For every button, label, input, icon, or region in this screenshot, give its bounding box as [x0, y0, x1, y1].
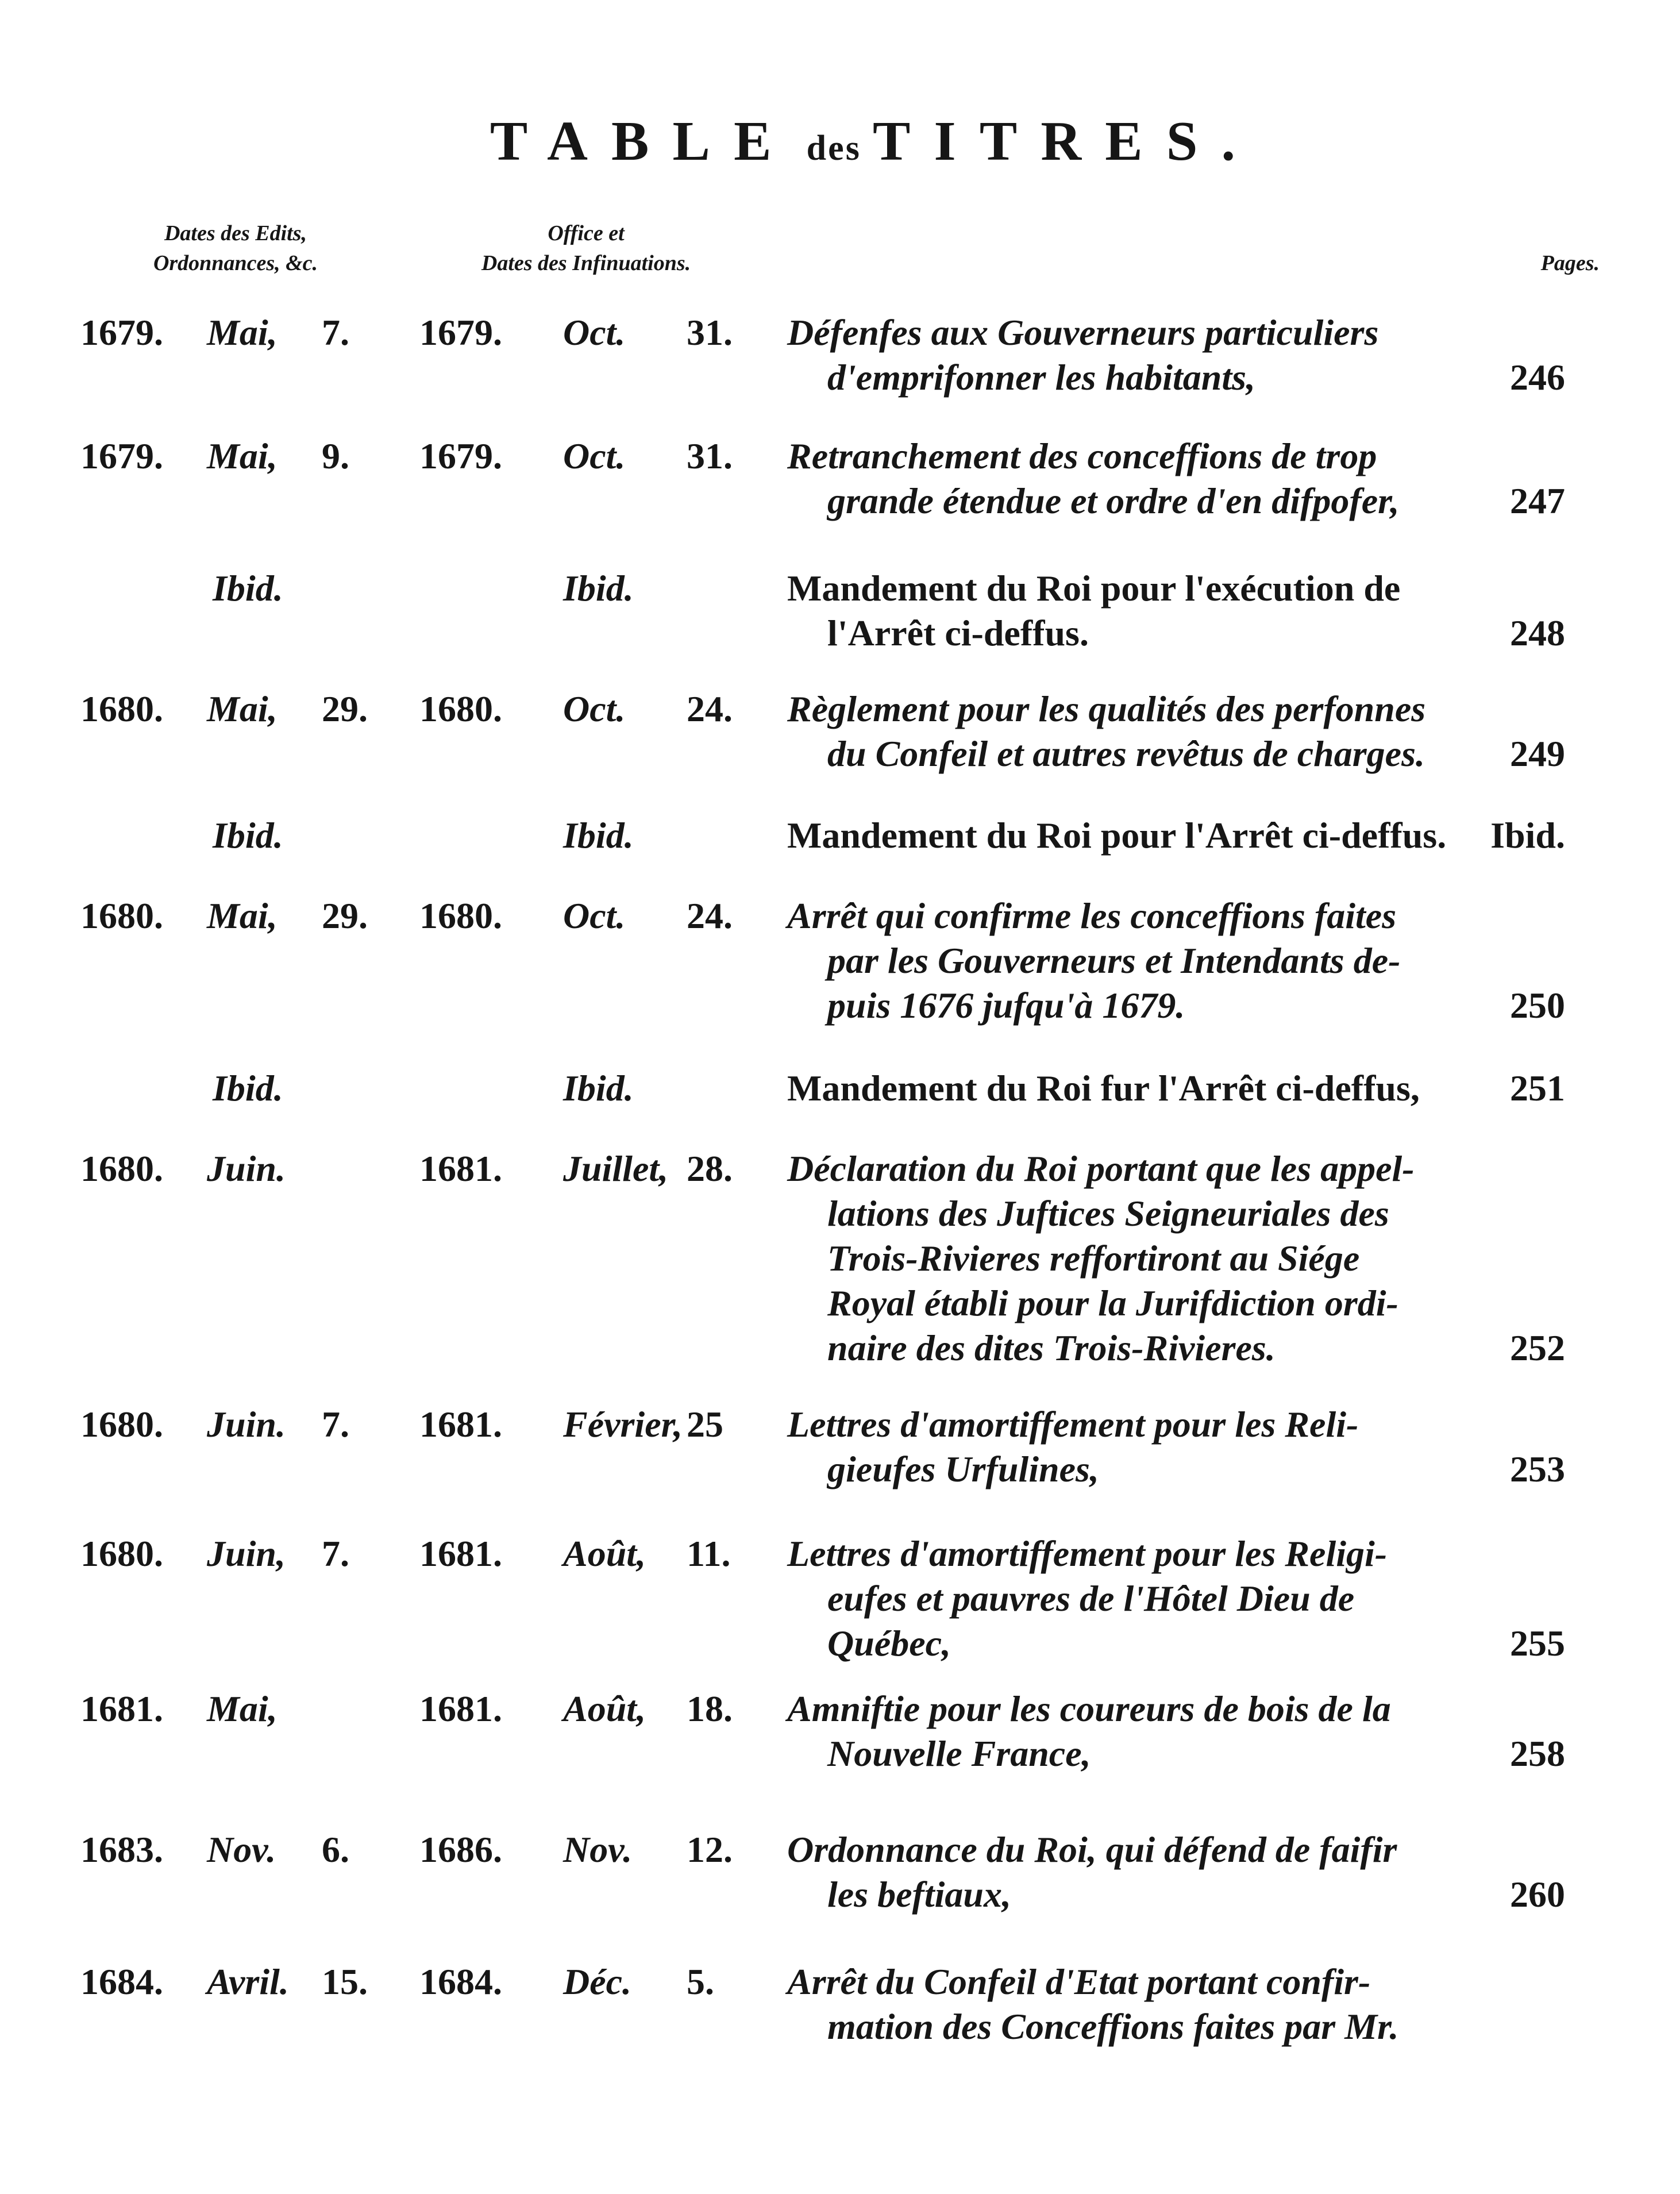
insinuation-day: 24. [687, 895, 733, 936]
header-edit-dates-line-1: Dates des Edits, [164, 221, 307, 245]
edit-day: 6. [322, 1829, 349, 1870]
insinuation-year: 1681. [419, 1688, 502, 1729]
title-description [787, 1687, 1465, 1776]
edit-date-ibid: Ibid. [213, 568, 283, 609]
edit-date-ibid: Ibid. [213, 1068, 283, 1108]
edit-day: 7. [322, 1404, 349, 1445]
insinuation-month: Août, [563, 1688, 646, 1729]
insinuation-date-ibid: Ibid. [563, 568, 634, 609]
edit-year: 1680. [80, 688, 163, 729]
page-number: 260 [1510, 1874, 1565, 1915]
edit-year: 1681. [80, 1688, 163, 1729]
title-description [787, 813, 1465, 858]
insinuation-month: Août, [563, 1533, 646, 1574]
page-number: Ibid. [1490, 815, 1565, 856]
edit-month: Juin. [207, 1148, 286, 1189]
insinuation-day: 11. [687, 1533, 731, 1574]
page-number: 253 [1510, 1449, 1565, 1489]
title-description [787, 1531, 1465, 1666]
description-line: gieufes Urfulines, [827, 1449, 1099, 1489]
header-insinuation-dates-line-2: Dates des Infinuations. [481, 251, 691, 275]
title-description [787, 687, 1465, 776]
page-title [34, 109, 1680, 174]
insinuation-year: 1680. [419, 895, 502, 936]
description-line: Lettres d'amortiffement pour les Religi- [787, 1533, 1388, 1574]
description-line: Arrêt du Confeil d'Etat portant confir- [787, 1961, 1371, 2002]
description-line: par les Gouverneurs et Intendants de- [827, 940, 1401, 981]
insinuation-date-ibid: Ibid. [563, 1068, 634, 1108]
insinuation-day: 12. [687, 1829, 733, 1870]
description-line: Royal établi pour la Jurifdiction ordi- [827, 1283, 1398, 1323]
description-line: lations des Juftices Seigneuriales des [827, 1193, 1389, 1234]
title-description [787, 1402, 1465, 1492]
page-number: 252 [1510, 1327, 1565, 1368]
edit-day: 7. [322, 312, 349, 353]
edit-year: 1684. [80, 1961, 163, 2002]
insinuation-year: 1684. [419, 1961, 502, 2002]
title-description [787, 566, 1465, 656]
insinuation-day: 31. [687, 436, 733, 476]
description-line: Mandement du Roi pour l'Arrêt ci-deffus. [787, 815, 1447, 856]
description-line: d'emprifonner les habitants, [827, 357, 1255, 398]
insinuation-year: 1680. [419, 688, 502, 729]
page-number: 251 [1510, 1068, 1565, 1108]
edit-month: Avril. [207, 1961, 289, 2002]
page-number: 246 [1510, 357, 1565, 398]
description-line: naire des dites Trois-Rivieres. [827, 1327, 1276, 1368]
title-description [787, 1827, 1465, 1917]
edit-day: 9. [322, 436, 349, 476]
edit-year: 1680. [80, 1148, 163, 1189]
title-description [787, 310, 1465, 400]
header-edit-dates [103, 218, 368, 278]
description-line: eufes et pauvres de l'Hôtel Dieu de [827, 1578, 1355, 1619]
edit-year: 1683. [80, 1829, 163, 1870]
title-description [787, 1066, 1465, 1111]
header-insinuation-dates [425, 218, 747, 278]
edit-year: 1679. [80, 312, 163, 353]
description-line: les beftiaux, [827, 1874, 1011, 1915]
description-line: mation des Conceffions faites par Mr. [827, 2006, 1399, 2047]
title-main: TABLE [490, 110, 795, 172]
edit-day: 7. [322, 1533, 349, 1574]
insinuation-month: Oct. [563, 895, 626, 936]
edit-month: Juin, [207, 1533, 286, 1574]
description-line: Trois-Rivieres reffortiront au Siége [827, 1238, 1360, 1279]
description-line: Lettres d'amortiffement pour les Reli- [787, 1404, 1359, 1445]
insinuation-month: Nov. [563, 1829, 633, 1870]
edit-month: Nov. [207, 1829, 276, 1870]
insinuation-day: 18. [687, 1688, 733, 1729]
insinuation-year: 1681. [419, 1404, 502, 1445]
insinuation-year: 1681. [419, 1148, 502, 1189]
edit-year: 1680. [80, 895, 163, 936]
page-number: 250 [1510, 985, 1565, 1026]
title-second: TITRES. [873, 110, 1259, 172]
title-description [787, 434, 1465, 524]
title-description [787, 894, 1465, 1028]
page-number: 247 [1510, 480, 1565, 521]
insinuation-year: 1679. [419, 436, 502, 476]
description-line: Québec, [827, 1623, 951, 1664]
insinuation-year: 1679. [419, 312, 502, 353]
insinuation-day: 5. [687, 1961, 714, 2002]
edit-month: Mai, [207, 688, 278, 729]
edit-month: Mai, [207, 312, 278, 353]
description-line: Nouvelle France, [827, 1733, 1091, 1774]
insinuation-month: Déc. [563, 1961, 632, 2002]
title-connector: des [806, 129, 862, 168]
description-line: grande étendue et ordre d'en difpofer, [827, 480, 1400, 521]
insinuation-year: 1686. [419, 1829, 502, 1870]
title-description [787, 1146, 1465, 1371]
insinuation-day: 25 [687, 1404, 723, 1445]
description-line: l'Arrêt ci-deffus. [827, 613, 1089, 653]
edit-date-ibid: Ibid. [213, 815, 283, 856]
insinuation-day: 28. [687, 1148, 733, 1189]
insinuation-month: Oct. [563, 436, 626, 476]
description-line: Retranchement des conceffions de trop [787, 436, 1377, 476]
description-line: Ordonnance du Roi, qui défend de faifir [787, 1829, 1397, 1870]
description-line: Mandement du Roi fur l'Arrêt ci-deffus, [787, 1068, 1420, 1108]
insinuation-day: 24. [687, 688, 733, 729]
description-line: Règlement pour les qualités des perfonnes [787, 688, 1426, 729]
insinuation-year: 1681. [419, 1533, 502, 1574]
page-number: 249 [1510, 733, 1565, 774]
description-line: Mandement du Roi pour l'exécution de [787, 568, 1401, 609]
insinuation-month: Février, [563, 1404, 683, 1445]
description-line: Déclaration du Roi portant que les appel- [787, 1148, 1415, 1189]
header-edit-dates-line-2: Ordonnances, &c. [153, 251, 318, 275]
description-line: puis 1676 jufqu'à 1679. [827, 985, 1185, 1026]
header-pages: Pages. [1540, 251, 1600, 275]
description-line: Arrêt qui confirme les conceffions faites [787, 895, 1397, 936]
title-description [787, 1960, 1465, 2049]
edit-month: Mai, [207, 1688, 278, 1729]
edit-year: 1679. [80, 436, 163, 476]
page-number: 258 [1510, 1733, 1565, 1774]
insinuation-month: Oct. [563, 312, 626, 353]
edit-month: Mai, [207, 895, 278, 936]
description-line: Amniftie pour les coureurs de bois de la [787, 1688, 1391, 1729]
description-line: Défenfes aux Gouverneurs particuliers [787, 312, 1379, 353]
edit-month: Mai, [207, 436, 278, 476]
header-insinuation-dates-line-1: Office et [548, 221, 625, 245]
edit-year: 1680. [80, 1404, 163, 1445]
edit-month: Juin. [207, 1404, 286, 1445]
page-number: 255 [1510, 1623, 1565, 1664]
insinuation-day: 31. [687, 312, 733, 353]
edit-day: 29. [322, 895, 368, 936]
insinuation-date-ibid: Ibid. [563, 815, 634, 856]
insinuation-month: Oct. [563, 688, 626, 729]
description-line: du Confeil et autres revêtus de charges. [827, 733, 1425, 774]
page-number: 248 [1510, 613, 1565, 653]
insinuation-month: Juillet, [563, 1148, 669, 1189]
edit-year: 1680. [80, 1533, 163, 1574]
edit-day: 15. [322, 1961, 368, 2002]
edit-day: 29. [322, 688, 368, 729]
